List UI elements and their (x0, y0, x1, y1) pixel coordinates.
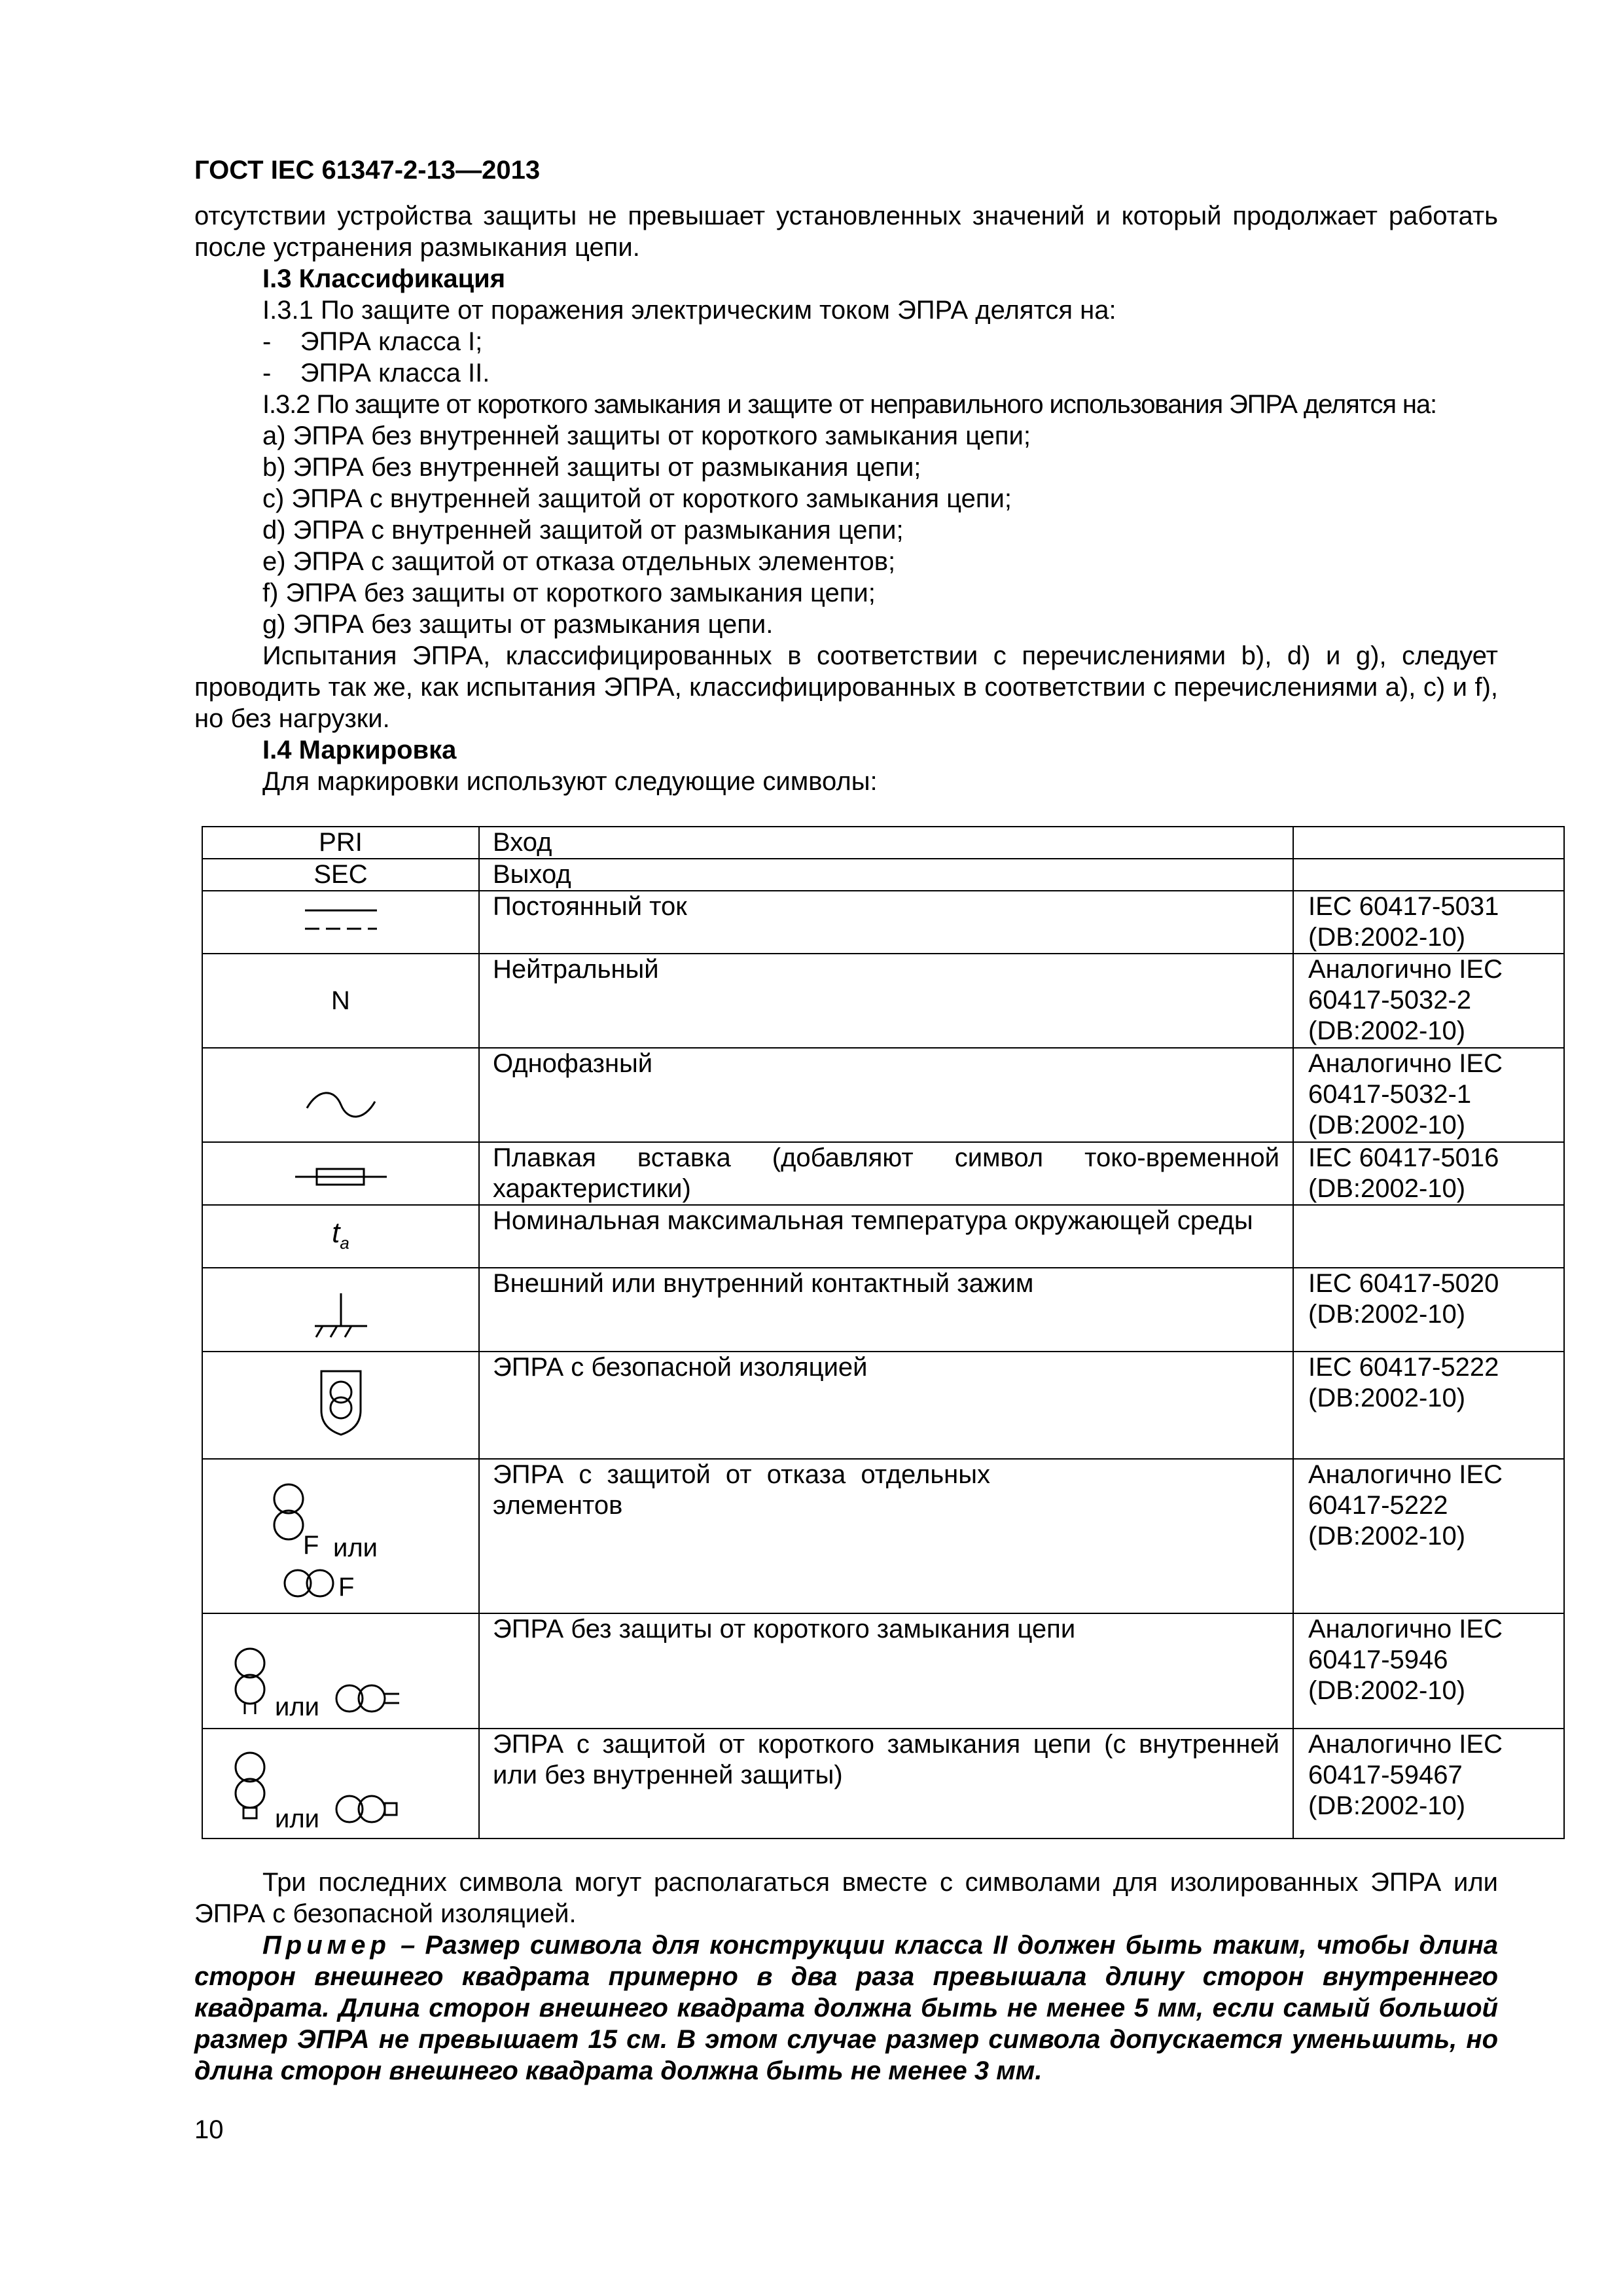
table-row (202, 1205, 1564, 1268)
description-cell: Выход (479, 859, 1293, 891)
or-label: или (333, 1534, 378, 1562)
page-header: ГОСТ IEC 61347-2-13—2013 (194, 156, 541, 185)
example-text: – Размер символа для конструкции класса II должен быть таким, чтобы длина сторон внешнего квадрата примерно в два раза превышала длину сторон внутреннего квадрата. Длина сторон внешнего квадрата должна быть не менее 5 мм, если самый большой размер ЭПРА не превышает 15 см. В этом случае размер символа допускается уменьшить, но длина сторон внешнего квадрата должна быть не менее 3 мм. (194, 1931, 1498, 2085)
transformer-fail-safe-horizontal-icon (283, 1567, 342, 1600)
list-item: - ЭПРА класса II. (262, 359, 490, 387)
description-cell: ЭПРА с безопасной изоляцией (479, 1352, 1293, 1459)
reference-cell: IEC 60417-5020 (DB:2002-10) (1293, 1268, 1564, 1352)
example-note (194, 1929, 1498, 2087)
list-item: d) ЭПРА с внутренней защитой от размыкания цепи; (262, 516, 904, 545)
table-row (202, 954, 1564, 1048)
i4-intro: Для маркировки используют следующие символы: (262, 767, 878, 796)
reference-cell: Аналогично IEC 60417-5946 (DB:2002-10) (1293, 1613, 1564, 1729)
table-row (202, 827, 1564, 859)
reference-cell (1293, 1205, 1564, 1268)
symbol-cell: N (202, 954, 479, 1048)
table-row (202, 1613, 1564, 1729)
list-item: a) ЭПРА без внутренней защиты от короткого замыкания цепи; (262, 422, 1031, 450)
after-table-paragraph: Три последних символа могут располагаться вместе с символами для изолированных ЭПРА или ЭПРА с безопасной изоляцией. (194, 1868, 1498, 1928)
symbol-cell: SEC (202, 859, 479, 891)
section-i4-heading: I.4 Маркировка (262, 736, 457, 764)
table-row (202, 1459, 1564, 1613)
transformer-short-circuit-proof-horizontal-icon (335, 1789, 407, 1829)
symbol-cell (202, 1729, 479, 1839)
i31-text: I.3.1 По защите от поражения электрическим током ЭПРА делятся на: (262, 296, 1116, 325)
page-number: 10 (194, 2115, 224, 2144)
table-row (202, 1142, 1564, 1205)
symbol-cell (202, 1142, 479, 1205)
list-item: g) ЭПРА без защиты от размыкания цепи. (262, 610, 774, 639)
table-row (202, 859, 1564, 891)
reference-cell (1293, 859, 1564, 891)
symbol-cell (202, 1459, 479, 1613)
table-row (202, 891, 1564, 954)
reference-cell (1293, 827, 1564, 859)
reference-cell: Аналогично IEC 60417-5032-2 (DB:2002-10) (1293, 954, 1564, 1048)
reference-cell: IEC 60417-5031 (DB:2002-10) (1293, 891, 1564, 954)
or-label: или (275, 1693, 320, 1721)
transformer-non-short-circuit-proof-vertical-icon (230, 1645, 270, 1717)
reference-cell: Аналогично IEC 60417-5032-1 (DB:2002-10) (1293, 1048, 1564, 1142)
symbol-cell (202, 1352, 479, 1459)
description-cell: ЭПРА без защиты от короткого замыкания цепи (479, 1613, 1293, 1729)
example-label: Пример (262, 1931, 391, 1960)
table-row (202, 1268, 1564, 1352)
terminal-icon (308, 1290, 374, 1342)
symbols-table (202, 826, 1565, 1839)
intro-paragraph: отсутствии устройства защиты не превышает установленных значений и который продолжает работать после устранения размыкания цепи. (194, 202, 1498, 262)
reference-cell: IEC 60417-5016 (DB:2002-10) (1293, 1142, 1564, 1205)
symbol-cell (202, 1613, 479, 1729)
symbol-label-f: F (338, 1573, 355, 1602)
transformer-short-circuit-proof-vertical-icon (230, 1749, 270, 1827)
list-item: b) ЭПРА без внутренней защиты от размыкания цепи; (262, 453, 921, 482)
list-item: c) ЭПРА с внутренней защитой от короткого замыкания цепи; (262, 484, 1012, 513)
ambient-temperature-symbol: $t_a$ (332, 1217, 349, 1253)
tests-paragraph: Испытания ЭПРА, классифицированных в соответствии с перечислениями b), d) и g), следует проводить так же, как испытания ЭПРА, классифицированных в соответствии с перечислениями a), c) и f), но без нагрузки. (194, 641, 1498, 733)
section-i3-heading: I.3 Классификация (262, 264, 506, 293)
table-row (202, 1352, 1564, 1459)
single-phase-ac-icon (302, 1082, 380, 1128)
symbol-cell (202, 891, 479, 954)
transformer-non-short-circuit-proof-horizontal-icon (335, 1679, 407, 1718)
description-cell: Нейтральный (479, 954, 1293, 1048)
list-item: - ЭПРА класса I; (262, 327, 483, 356)
list-item: e) ЭПРА с защитой от отказа отдельных элементов; (262, 547, 896, 576)
reference-cell: IEC 60417-5222 (DB:2002-10) (1293, 1352, 1564, 1459)
or-label: или (275, 1804, 320, 1833)
table-row (202, 1048, 1564, 1142)
description-cell: Плавкая вставка (добавляют символ токо-временной характеристики) (479, 1142, 1293, 1205)
safety-isolating-transformer-icon (315, 1366, 367, 1438)
list-item: f) ЭПРА без защиты от короткого замыкания цепи; (262, 579, 876, 607)
table-row (202, 1729, 1564, 1839)
direct-current-icon (298, 896, 383, 942)
description-cell: Вход (479, 827, 1293, 859)
symbol-cell (202, 1268, 479, 1352)
description-cell: Однофазный (479, 1048, 1293, 1142)
description-cell: Постоянный ток (479, 891, 1293, 954)
symbol-cell (202, 1205, 479, 1268)
fuse-icon (292, 1157, 390, 1196)
description-cell: Внешний или внутренний контактный зажим (479, 1268, 1293, 1352)
reference-cell: Аналогично IEC 60417-5222 (DB:2002-10) (1293, 1459, 1564, 1613)
description-cell: Номинальная максимальная температура окружающей среды (479, 1205, 1293, 1268)
reference-cell: Аналогично IEC 60417-59467 (DB:2002-10) (1293, 1729, 1564, 1839)
symbol-cell: PRI (202, 827, 479, 859)
symbol-label-f: F (303, 1531, 319, 1560)
i32-text: I.3.2 По защите от короткого замыкания и защите от неправильного использования ЭПРА делятся на: (262, 390, 1437, 419)
description-cell: ЭПРА с защитой от отказа отдельных элементов (479, 1459, 1293, 1613)
description-cell: ЭПРА с защитой от короткого замыкания цепи (с внутренней или без внутренней защиты) (479, 1729, 1293, 1839)
transformer-fail-safe-vertical-icon (269, 1479, 308, 1551)
symbol-cell (202, 1048, 479, 1142)
